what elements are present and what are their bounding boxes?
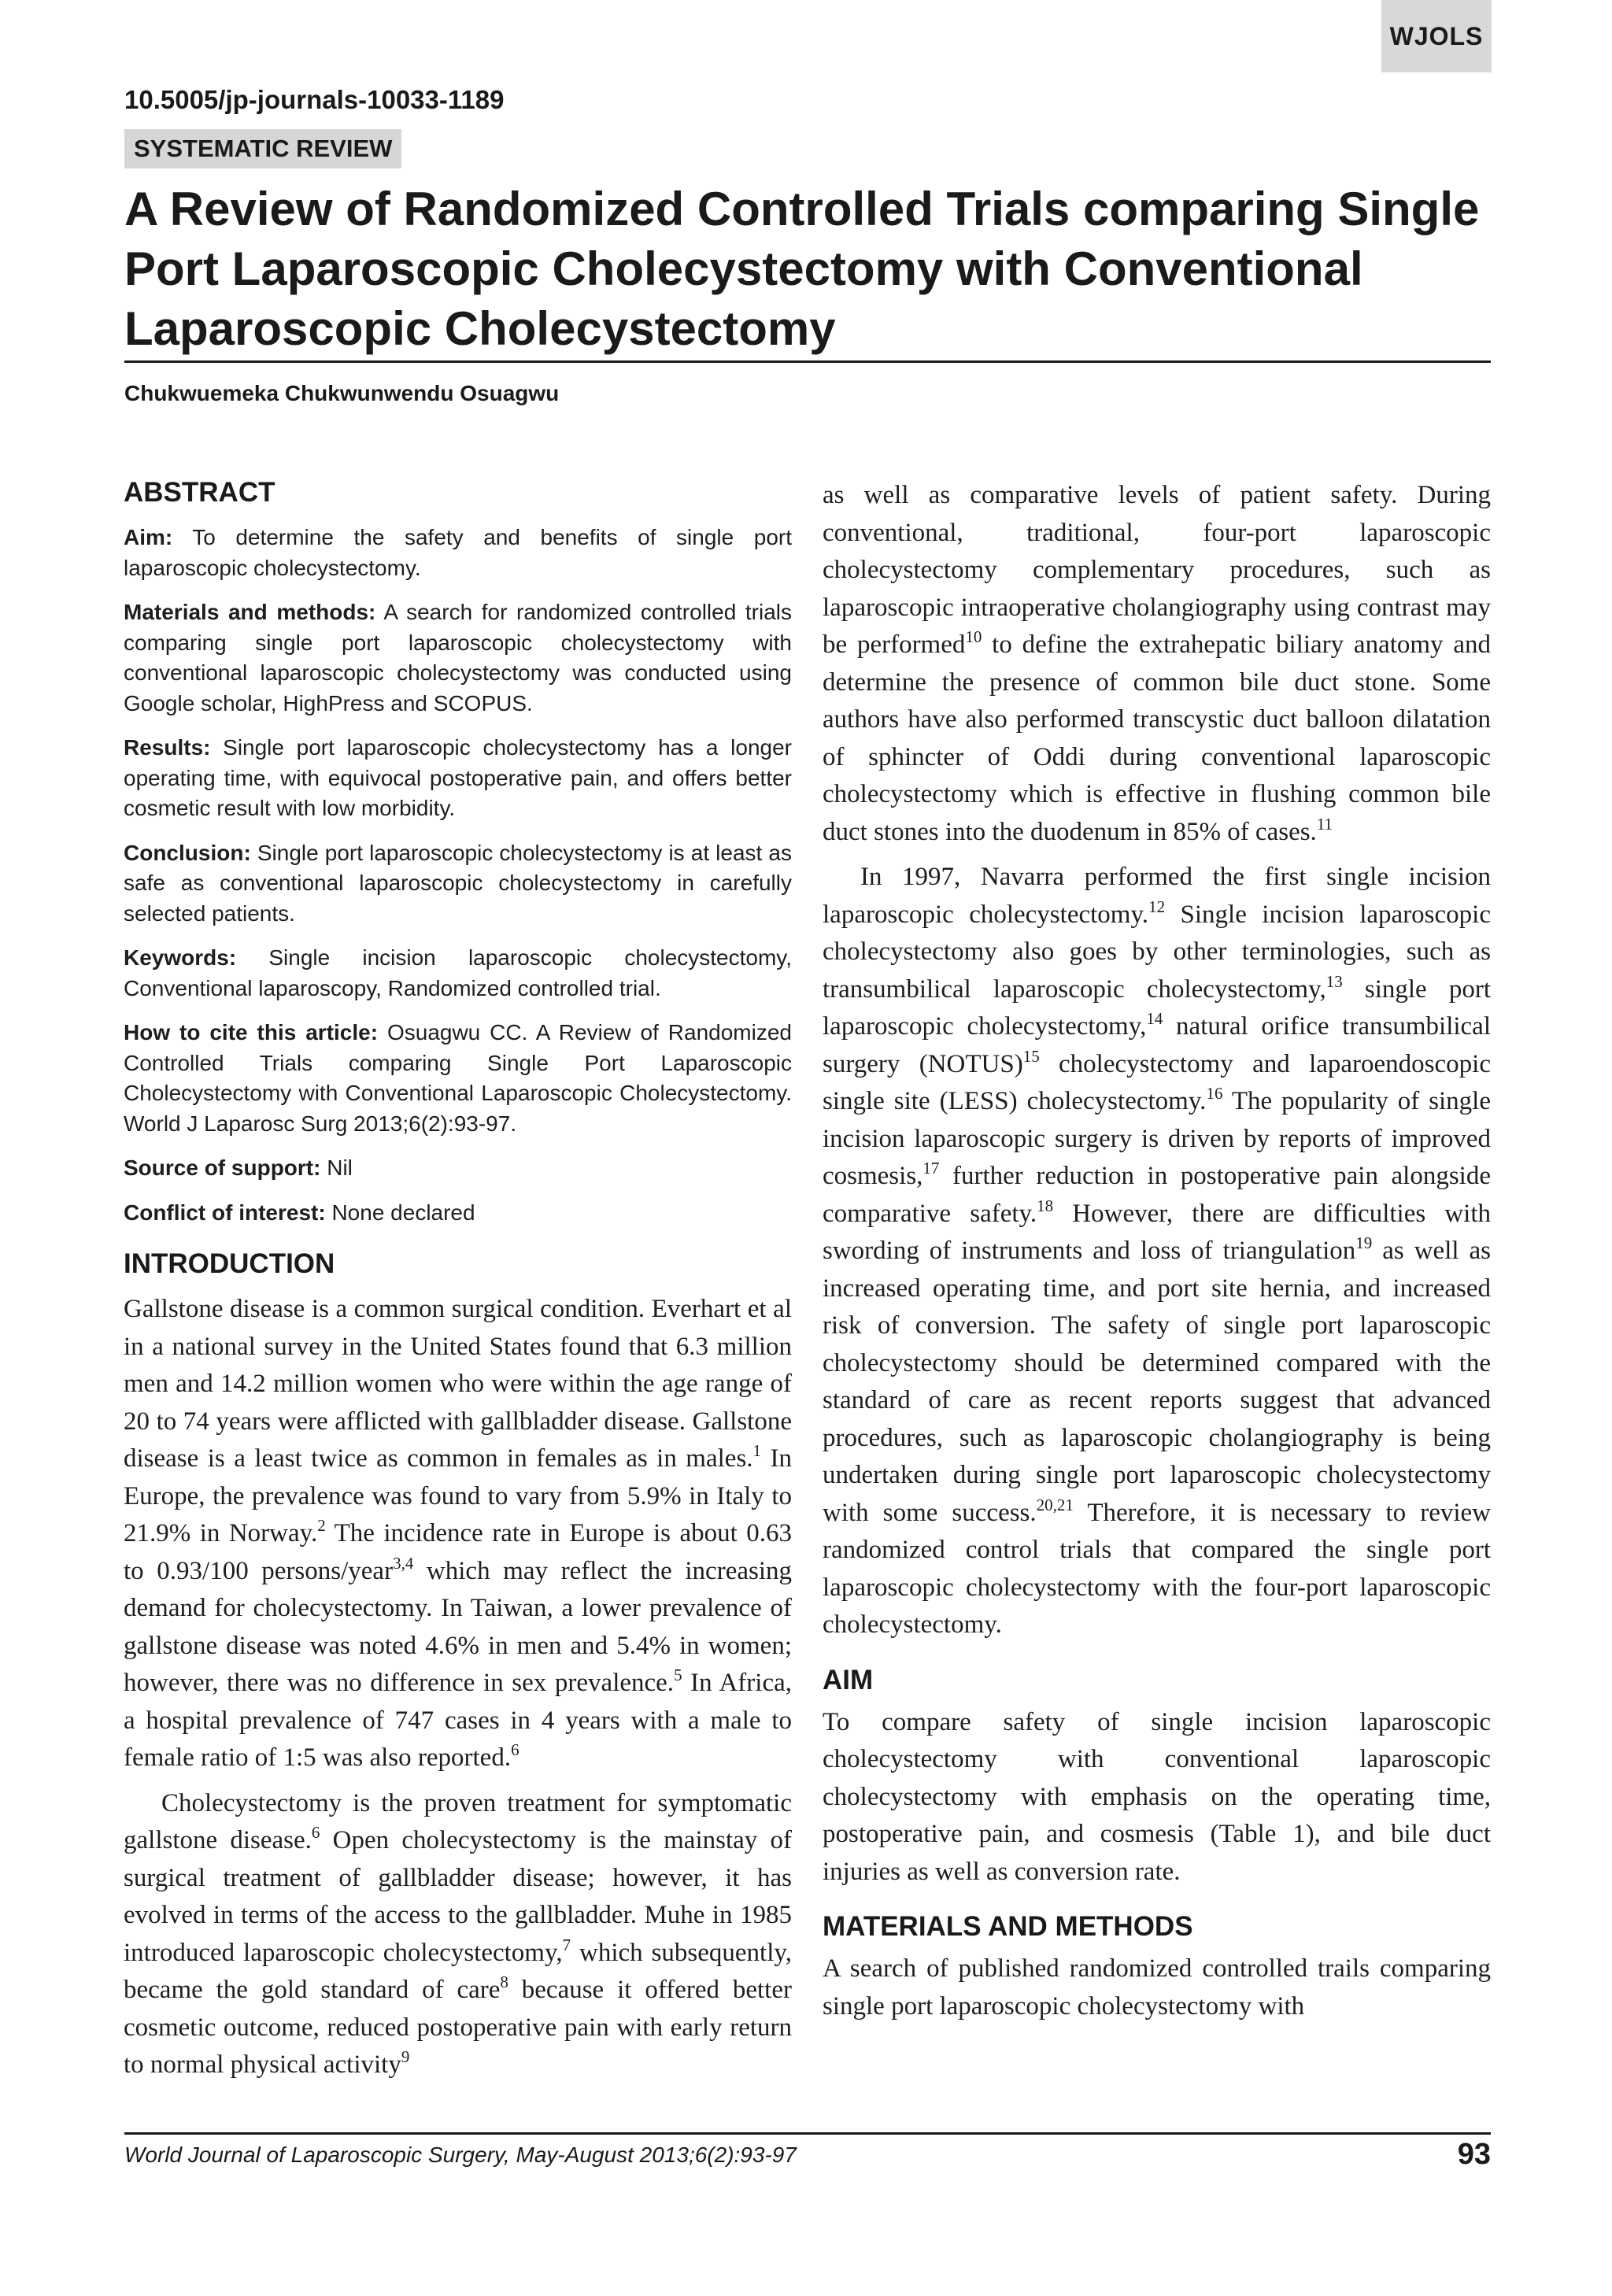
citation-ref: 3,4 <box>393 1553 414 1573</box>
right-column <box>823 477 1491 2025</box>
citation-ref: 1 <box>752 1441 762 1460</box>
text-segment: The popularity of single incision laparoscopic surgery is driven by reports of improved cosmesis, <box>823 1087 1491 1190</box>
citation-ref: 6 <box>311 1823 320 1842</box>
page-number: 93 <box>1457 2138 1491 2171</box>
introduction-heading: INTRODUCTION <box>124 1248 335 1279</box>
intro-paragraph-2 <box>124 1785 792 2084</box>
text-segment: Single incision laparoscopic cholecystectomy also goes by other terminologies, such as transumbilical laparoscopic cholecystectomy, <box>823 900 1491 1004</box>
intro-paragraph-1 <box>124 1291 792 1777</box>
conflict-text: None declared <box>325 1200 475 1225</box>
text-segment: cholecystectomy and laparoendoscopic single site (LESS) cholecystectomy. <box>823 1049 1491 1115</box>
keywords-label: Keywords: <box>124 945 237 970</box>
abstract-citation <box>124 1018 792 1139</box>
text-segment: natural orifice transumbilical surgery (NOTUS) <box>823 1012 1492 1078</box>
text-segment: In 1997, Navarra performed the first single incision laparoscopic cholecystectomy. <box>823 863 1491 929</box>
support-label: Source of support: <box>124 1155 321 1180</box>
conflict-label: Conflict of interest: <box>124 1200 326 1225</box>
support-text: Nil <box>320 1155 353 1180</box>
abstract-conclusion <box>124 838 792 930</box>
title-rule <box>124 360 1491 363</box>
text-segment: The incidence rate in Europe is about 0.63 to 0.93/100 persons/year <box>124 1519 792 1585</box>
text-segment: Therefore, it is necessary to review randomized control trials that compared the single port laparoscopic cholecystectomy with the four-port laparoscopic cholecystectomy. <box>823 1498 1492 1639</box>
citation-ref: 12 <box>1148 897 1166 916</box>
citation-ref: 16 <box>1206 1084 1223 1103</box>
footer-journal: World Journal of Laparoscopic Surgery, May-August 2013;6(2):93-97 <box>124 2143 797 2167</box>
results-label: Results: <box>124 735 211 760</box>
journal-tab: WJOLS <box>1381 0 1492 72</box>
left-column <box>124 477 792 2084</box>
aim-paragraph: To compare safety of single incision laparoscopic cholecystectomy with conventional laparoscopic cholecystectomy with emphasis on the operating time, postoperative pain, and cosmesis (Table 1), and bile duct injuries as well as conversion rate. <box>823 1707 1491 1886</box>
citation-ref: 5 <box>674 1666 682 1684</box>
footer-rule <box>124 2132 1491 2135</box>
text-segment: as well as increased operating time, and port site hernia, and increased risk of conversion. The safety of single port laparoscopic cholecystectomy should be determined compared with the standard of care as recent reports suggest that advanced procedures, such as laparoscopic cholangiography is being undertaken during single port laparoscopic cholecystectomy with some success. <box>823 1237 1491 1527</box>
abstract-conflict <box>124 1198 792 1229</box>
citation-ref: 13 <box>1325 971 1343 991</box>
conclusion-text: Single port laparoscopic cholecystectomy is at least as safe as conventional laparoscopic cholecystectomy in carefully selected patients. <box>124 840 792 926</box>
citation-ref: 17 <box>922 1159 940 1178</box>
citation-ref: 10 <box>965 627 982 646</box>
article-title: A Review of Randomized Controlled Trials comparing Single Port Laparoscopic Cholecystectomy with Conventional Laparoscopic Cholecystectomy <box>124 183 1480 355</box>
abstract-keywords <box>124 943 792 1004</box>
citation-ref: 2 <box>317 1516 326 1535</box>
methods-text: A search for randomized controlled trials comparing single port laparoscopic cholecystectomy with conventional laparoscopic cholecystectomy was conducted using Google scholar, HighPress and SCOPUS. <box>124 600 792 715</box>
text-segment: single port laparoscopic cholecystectomy, <box>823 974 1491 1041</box>
citation-ref: 20,21 <box>1036 1495 1074 1514</box>
cite-label: How to cite this article: <box>124 1020 379 1044</box>
text-segment: In Europe, the prevalence was found to vary from 5.9% in Italy to 21.9% in Norway. <box>124 1444 792 1547</box>
aim-label: Aim: <box>124 525 173 549</box>
citation-ref: 9 <box>401 2047 410 2066</box>
aim-text: To determine the safety and benefits of single port laparoscopic cholecystectomy. <box>124 525 792 580</box>
text-segment: Cholecystectomy is the proven treatment for symptomatic gallstone disease. <box>124 1788 792 1854</box>
text-segment: as well as comparative levels of patient safety. During conventional, traditional, four-port laparoscopic cholecystectomy complementary procedures, such as laparoscopic intraoperative cholangiography using contrast may be performed <box>823 481 1491 659</box>
text-segment: Open cholecystectomy is the mainstay of surgical treatment of gallbladder disease; however, it has evolved in terms of the access to the gallbladder. Muhe in 1985 introduced laparoscopic cholecystectomy, <box>124 1826 793 1967</box>
citation-ref: 6 <box>511 1740 519 1759</box>
abstract-results <box>124 733 792 824</box>
text-segment: which subsequently, became the gold standard of care <box>124 1938 792 2004</box>
abstract-methods <box>124 597 792 719</box>
abstract-support <box>124 1153 792 1184</box>
citation-ref: 14 <box>1146 1009 1163 1028</box>
doi: 10.5005/jp-journals-10033-1189 <box>124 85 505 114</box>
text-segment: However, there are difficulties with swording of instruments and loss of triangulation <box>823 1199 1492 1265</box>
intro-paragraph-3 <box>823 859 1491 1644</box>
methods-heading: MATERIALS AND METHODS <box>823 1911 1193 1942</box>
text-segment: which may reflect the increasing demand for cholecystectomy. In Taiwan, a lower prevalence of gallstone disease was noted 4.6% in men and 5.4% in women; however, there was no difference in sex prevalence. <box>124 1556 792 1697</box>
abstract-heading: ABSTRACT <box>124 477 275 508</box>
citation-ref: 18 <box>1037 1196 1054 1215</box>
aim-heading: AIM <box>823 1664 874 1695</box>
abstract-aim <box>124 523 792 583</box>
citation-ref: 19 <box>1355 1233 1373 1252</box>
citation-ref: 15 <box>1022 1046 1040 1066</box>
methods-label: Materials and methods: <box>124 600 376 624</box>
text-segment: Gallstone disease is a common surgical condition. Everhart et al in a national survey in the United States found that 6.3 million men and 14.2 million women who were within the age range of 20 to 74 years were afflicted with gallbladder disease. Gallstone disease is a least twice as common in females as in males. <box>124 1295 792 1473</box>
citation-ref: 7 <box>562 1935 571 1954</box>
section-badge: SYSTEMATIC REVIEW <box>124 129 401 168</box>
cite-text: Osuagwu CC. A Review of Randomized Controlled Trials comparing Single Port Laparoscopic Cholecystectomy with Conventional Laparoscopic Cholecystectomy. World J Laparosc Surg 2013;6(2):93-97. <box>124 1020 792 1136</box>
results-text: Single port laparoscopic cholecystectomy has a longer operating time, with equivocal postoperative pain, and offers better cosmetic result with low morbidity. <box>124 735 792 820</box>
keywords-text: Single incision laparoscopic cholecystectomy, Conventional laparoscopy, Randomized controlled trial. <box>124 945 792 1000</box>
citation-ref: 8 <box>500 1972 508 1991</box>
intro-paragraph-2-continued <box>823 477 1491 851</box>
citation-ref: 11 <box>1316 814 1333 834</box>
text-segment: In Africa, a hospital prevalence of 747 cases in 4 years with a male to female ratio of 1:5 was also reported. <box>124 1669 792 1772</box>
text-segment: because it offered better cosmetic outcome, reduced postoperative pain with early return to normal physical activity <box>124 1976 792 2079</box>
methods-paragraph: A search of published randomized controlled trails comparing single port laparoscopic cholecystectomy with <box>823 1954 1491 2021</box>
text-segment: further reduction in postoperative pain alongside comparative safety. <box>823 1162 1491 1228</box>
text-segment: to define the extrahepatic biliary anatomy and determine the presence of common bile duct stone. Some authors have also performed transcystic duct balloon dilatation of sphincter of Oddi during conventional laparoscopic cholecystectomy which is effective in flushing common bile duct stones into the duodenum in 85% of cases. <box>823 630 1491 846</box>
conclusion-label: Conclusion: <box>124 840 251 865</box>
author: Chukwuemeka Chukwunwendu Osuagwu <box>124 381 560 405</box>
